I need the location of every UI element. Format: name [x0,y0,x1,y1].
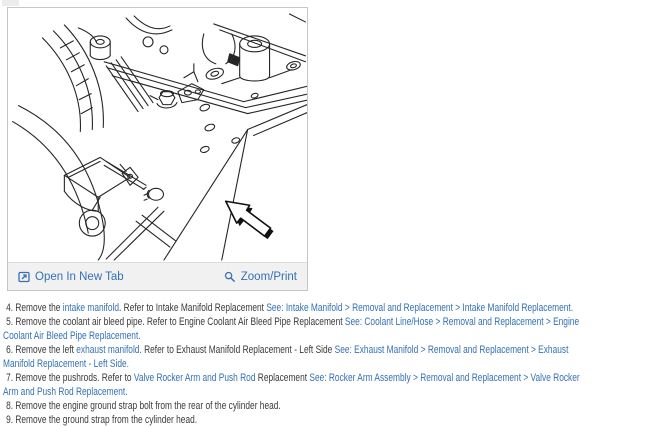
step-5-line-1 [0,315,650,329]
step-5-line-2 [0,329,650,343]
step-4-line-1 [0,301,650,315]
arrow-indicator [226,201,274,239]
step-7-text: Replacement [255,372,310,384]
step-6-text: . Refer to Exhaust Manifold Replacement - Left Side [139,344,335,356]
engine-diagram [8,8,307,262]
step-5-link[interactable]: See: Coolant Line/Hose > Removal and Replacement > Engine [344,316,580,328]
step-4-link[interactable]: intake manifold [62,302,120,314]
step-8-text: 8. Remove the engine ground strap bolt from the rear of the cylinder head. [6,400,281,412]
step-7-line-2 [0,385,650,399]
step-8-line-1 [0,399,650,413]
step-7-link[interactable]: See: Rocker Arm Assembly > Removal and Replacement > Valve Rocker [309,372,580,384]
step-7-line-1 [0,371,650,385]
diagram-toolbar [8,262,307,290]
engine-diagram-svg [8,8,307,262]
step-7-link[interactable]: Valve Rocker Arm and Push Rod [133,372,256,384]
step-6-text: 6. Remove the left [6,344,77,356]
step-4-text: . Refer to Intake Manifold Replacement [119,302,267,314]
open-in-new-tab-label: Open In New Tab [35,270,124,283]
step-4-link[interactable]: See: Intake Manifold > Removal and Replacement > Intake Manifold Replacement. [266,302,574,314]
step-6-line-1 [0,343,650,357]
step-6-link[interactable]: See: Exhaust Manifold > Removal and Replacement > Exhaust [334,344,569,356]
magnifier-icon [224,271,236,283]
step-9-line-1 [0,413,650,426]
steps [0,301,650,426]
step-6-link[interactable]: Manifold Replacement - Left Side. [3,358,129,370]
zoom-print-label: Zoom/Print [240,270,297,283]
step-7-link[interactable]: Arm and Push Rod Replacement. [3,386,128,398]
step-5-text: 5. Remove the coolant air bleed pipe. Refer to Engine Coolant Air Bleed Pipe Replacement [6,316,345,328]
step-4-text: 4. Remove the [6,302,63,314]
zoom-print-button[interactable] [224,271,297,283]
step-7-text: 7. Remove the pushrods. Refer to [6,372,134,384]
step-9-text: 9. Remove the ground strap from the cylinder head. [6,414,198,426]
step-5-link[interactable]: Coolant Air Bleed Pipe Replacement. [3,330,141,342]
open-in-new-tab-button[interactable] [18,271,124,283]
step-6-link[interactable]: exhaust manifold [76,344,140,356]
step-6-line-2 [0,357,650,371]
diagram-panel [7,7,308,291]
corner-tab [2,0,19,6]
open-in-new-tab-icon [18,271,30,283]
